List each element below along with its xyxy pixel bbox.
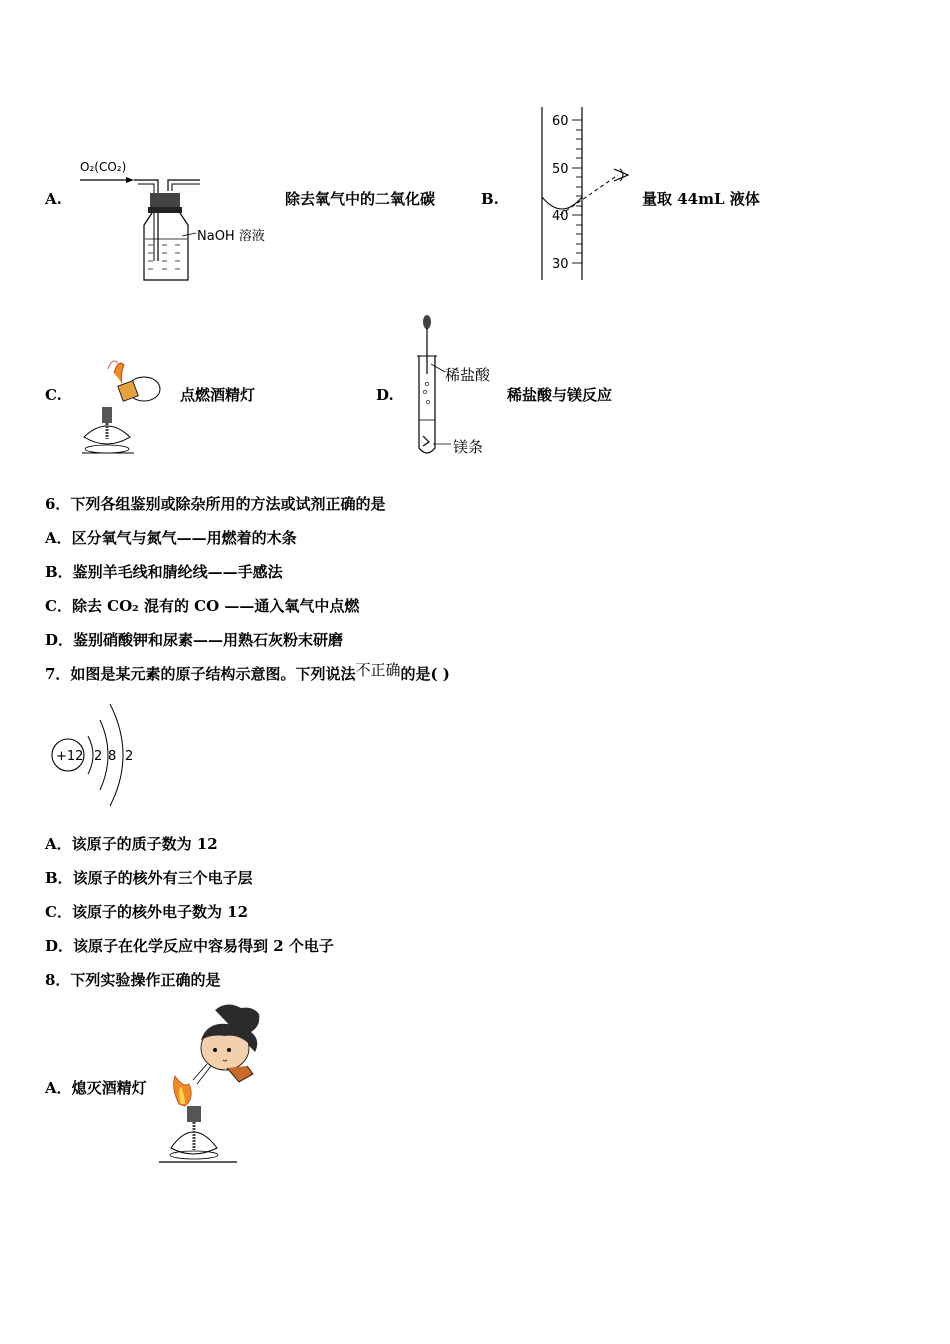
q6-option-b: B．鉴别羊毛线和腈纶线——手感法 xyxy=(45,563,283,581)
metal-label: 镁条 xyxy=(453,438,484,456)
q7-stem-end: 的是( ) xyxy=(400,665,450,683)
graduated-cylinder-diagram xyxy=(530,105,640,285)
atomic-structure-diagram xyxy=(48,698,148,813)
electron-count-shell1: 2 xyxy=(94,749,103,764)
q8-option-a-text: A．熄灭酒精灯 xyxy=(45,1079,147,1097)
solution-label: NaOH 溶液 xyxy=(197,229,265,244)
nucleus-label: +12 xyxy=(56,749,84,764)
q5-option-a-letter: A. xyxy=(45,190,62,208)
gas-label: O₂(CO₂) xyxy=(80,160,127,174)
q5-option-a-text: 除去氧气中的二氧化碳 xyxy=(285,190,436,208)
blowing-out-lamp-diagram xyxy=(155,1000,270,1170)
lighting-alcohol-lamp-diagram xyxy=(74,355,179,465)
q7-stem-start: 7．如图是某元素的原子结构示意图。下列说法 xyxy=(45,665,356,683)
q5-option-d-text: 稀盐酸与镁反应 xyxy=(507,386,613,404)
tick-label: 60 xyxy=(552,114,569,129)
q7-option-b: B．该原子的核外有三个电子层 xyxy=(45,869,253,887)
tick-label: 30 xyxy=(552,257,569,272)
test-tube-reaction-diagram xyxy=(405,312,505,462)
acid-label: 稀盐酸 xyxy=(445,366,491,384)
tick-label: 50 xyxy=(552,162,569,177)
q7-stem-emphasis: 不正确 xyxy=(355,661,401,679)
q6-option-a: A．区分氧气与氮气——用燃着的木条 xyxy=(45,529,297,547)
q5-option-c-letter: C. xyxy=(45,386,62,404)
q5-option-c-text: 点燃酒精灯 xyxy=(180,386,256,404)
q7-option-c: C．该原子的核外电子数为 12 xyxy=(45,903,249,921)
q7-stem xyxy=(45,661,450,684)
gas-washing-bottle-diagram xyxy=(78,153,283,288)
q6-option-c: C．除去 CO₂ 混有的 CO ——通入氧气中点燃 xyxy=(45,597,360,615)
q5-option-b-letter: B. xyxy=(481,190,499,208)
q5-option-b-text: 量取 44mL 液体 xyxy=(642,190,760,208)
tick-label: 40 xyxy=(552,209,569,224)
q7-option-a: A．该原子的质子数为 12 xyxy=(45,835,218,853)
q6-option-d: D．鉴别硝酸钾和尿素——用熟石灰粉末研磨 xyxy=(45,631,344,649)
q6-stem: 6．下列各组鉴别或除杂所用的方法或试剂正确的是 xyxy=(45,495,386,513)
electron-count-shell2: 8 xyxy=(108,749,117,764)
q5-option-d-letter: D. xyxy=(376,386,394,404)
q7-option-d: D．该原子在化学反应中容易得到 2 个电子 xyxy=(45,937,334,955)
electron-count-shell3: 2 xyxy=(125,749,134,764)
q8-stem: 8．下列实验操作正确的是 xyxy=(45,971,221,989)
